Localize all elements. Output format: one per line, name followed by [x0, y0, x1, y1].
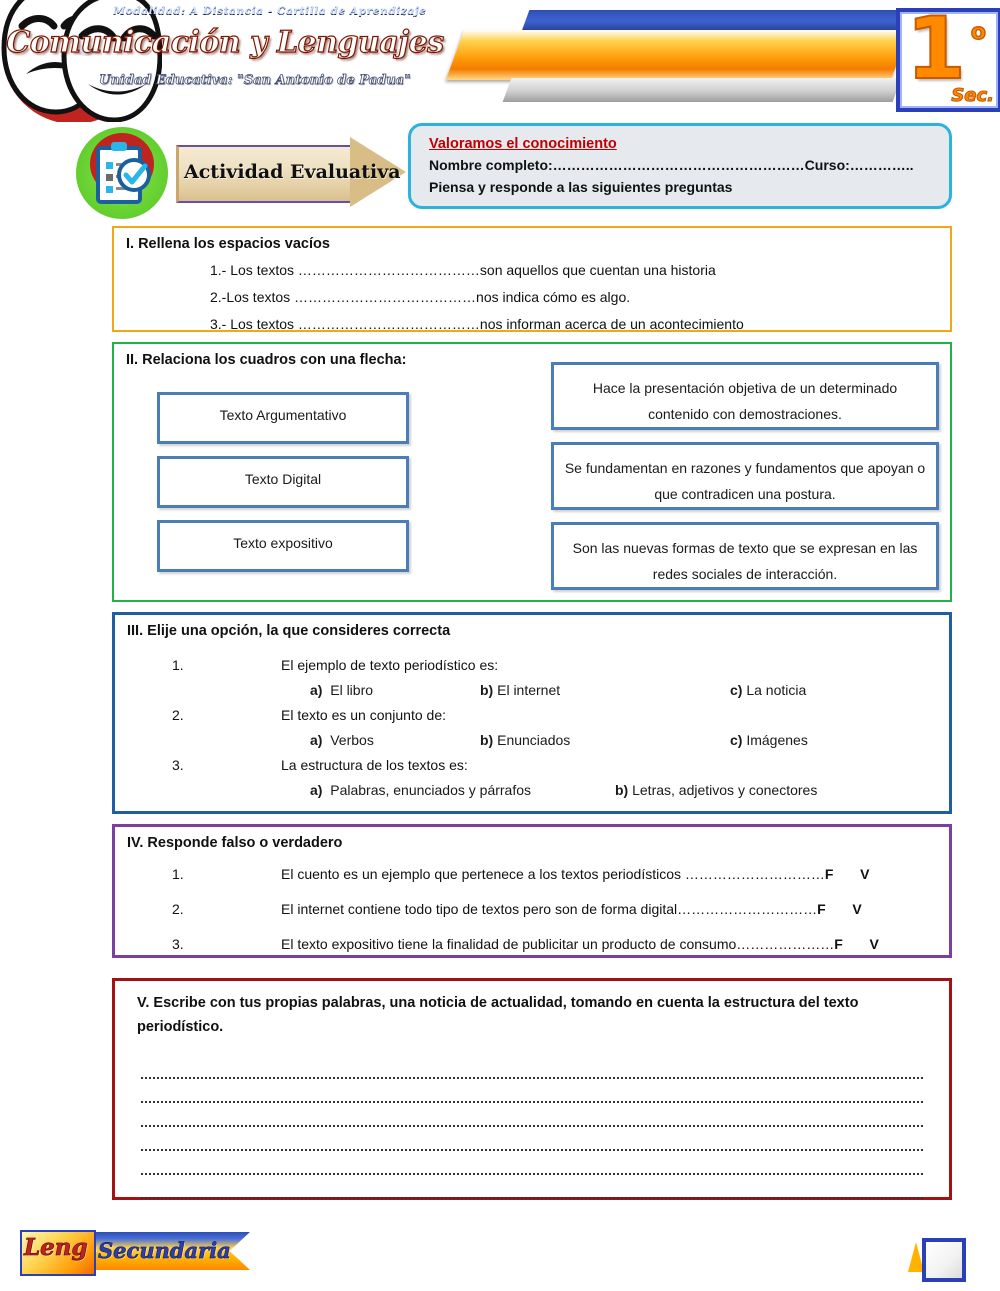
writing-line[interactable]: [141, 1079, 923, 1103]
section-4-heading: IV. Responde falso o verdadero: [127, 835, 343, 851]
grade-number: 1: [906, 0, 966, 99]
option-row: [115, 728, 949, 753]
theater-masks-icon: [0, 0, 162, 122]
square-glyph: [922, 1238, 966, 1282]
question-row: [115, 753, 949, 778]
option-label: Palabras, enunciados y párrafos: [330, 782, 532, 798]
false-option[interactable]: F: [824, 866, 834, 882]
option-label: La noticia: [746, 682, 807, 698]
writing-line[interactable]: [141, 1103, 923, 1127]
option-label: Enunciados: [497, 732, 571, 748]
school-name: Unidad Educativa: "San Antonio de Padua": [99, 73, 411, 88]
question-number: 2.: [172, 707, 184, 723]
statement-text: El cuento es un ejemplo que pertenece a los textos periodísticos …………………………: [281, 866, 825, 882]
question-number: 1.: [172, 657, 184, 673]
option-a[interactable]: [310, 728, 374, 753]
option-letter: a): [310, 782, 323, 798]
writing-line[interactable]: [141, 1055, 923, 1079]
footer-ribbon-label: Secundaria: [98, 1238, 231, 1263]
subject-header-banner: [455, 8, 900, 108]
option-a[interactable]: [310, 778, 531, 803]
option-label: Letras, adjetivos y conectores: [632, 782, 818, 798]
false-option[interactable]: F: [834, 936, 843, 952]
item-number: 1.: [172, 866, 184, 882]
activity-banner-label: Actividad Evaluativa: [184, 161, 401, 183]
fill-blank-item[interactable]: 1.- Los textos …………………………………son aquellos que cuentan una historia: [210, 262, 716, 278]
option-letter: b): [615, 782, 629, 798]
option-letter: b): [480, 682, 494, 698]
instruction-text: Piensa y responde a las siguientes preguntas: [429, 179, 733, 195]
name-course-field[interactable]: Nombre completo:………………………………………………Curso:…………..: [429, 157, 914, 173]
match-definition-box[interactable]: Se fundamentan en razones y fundamentos que apoyan o que contradicen una postura.: [551, 442, 939, 510]
option-row: [115, 678, 949, 703]
footer-logo: [14, 1228, 274, 1276]
option-row: [115, 778, 949, 803]
pencil-square-icon: [906, 1236, 966, 1282]
grade-level-label: Sec.: [951, 85, 994, 106]
matching-right-column: [551, 362, 939, 602]
school-ribbon: [503, 78, 902, 102]
true-false-row: [115, 892, 949, 927]
item-number: 3.: [172, 936, 184, 952]
option-letter: a): [310, 732, 323, 748]
section-true-false: [112, 824, 952, 958]
option-letter: b): [480, 732, 494, 748]
modality-text: Modalidad: A Distancia - Cartilla de Aprendizaje: [113, 5, 427, 17]
section-writing: [112, 978, 952, 1200]
false-option[interactable]: F: [817, 901, 826, 917]
subject-title: Comunicación y Lenguajes: [6, 25, 444, 60]
statement-text: El internet contiene todo tipo de textos pero son de forma digital…………………………: [281, 901, 818, 917]
question-row: [115, 653, 949, 678]
matching-left-column: [157, 392, 409, 584]
match-term-box[interactable]: Texto Digital: [157, 456, 409, 508]
question-text: El ejemplo de texto periodístico es:: [281, 657, 499, 673]
fill-blank-item[interactable]: 3.- Los textos …………………………………nos informan acerca de un acontecimiento: [210, 316, 744, 332]
option-letter: a): [310, 682, 323, 698]
true-option[interactable]: V: [869, 936, 879, 952]
option-label: Verbos: [330, 732, 374, 748]
writing-line[interactable]: [141, 1151, 923, 1175]
writing-line[interactable]: [141, 1127, 923, 1151]
clipboard-glyph: [94, 142, 152, 211]
writing-line[interactable]: [141, 1175, 923, 1199]
section-fill-blanks: [112, 226, 952, 332]
writing-lines[interactable]: [115, 1039, 949, 1199]
option-a[interactable]: [310, 678, 373, 703]
clipboard-check-icon: [76, 127, 168, 219]
match-term-box[interactable]: Texto expositivo: [157, 520, 409, 572]
footer-logo-word: Leng: [24, 1234, 88, 1261]
grade-badge: [896, 0, 1000, 112]
section-1-heading: I. Rellena los espacios vacíos: [126, 236, 330, 252]
section-5-heading: V. Escribe con tus propias palabras, una noticia de actualidad, tomando en cuenta la estructura del texto periodístico.: [137, 995, 859, 1035]
option-label: Imágenes: [746, 732, 808, 748]
option-letter: c): [730, 732, 743, 748]
true-option[interactable]: V: [852, 901, 862, 917]
section-3-heading: III. Elije una opción, la que consideres correcta: [127, 623, 451, 639]
question-row: [115, 703, 949, 728]
grade-degree-symbol: o: [970, 20, 986, 45]
option-b[interactable]: [615, 778, 817, 803]
true-false-row: [115, 927, 949, 962]
option-label: El libro: [330, 682, 374, 698]
title-ribbon: [446, 30, 909, 80]
statement-text: El texto expositivo tiene la finalidad de publicitar un producto de consumo…………………: [281, 936, 835, 952]
match-term-box[interactable]: Texto Argumentativo: [157, 392, 409, 444]
question-text: La estructura de los textos es:: [281, 757, 468, 773]
fill-blank-item[interactable]: 2.-Los textos …………………………………nos indica cómo es algo.: [210, 289, 631, 305]
section-matching: [112, 342, 952, 602]
item-number: 2.: [172, 901, 184, 917]
option-b[interactable]: [480, 678, 560, 703]
match-definition-box[interactable]: Son las nuevas formas de texto que se expresan en las redes sociales de interacción.: [551, 522, 939, 590]
activity-banner: [176, 137, 406, 207]
section-multiple-choice: [112, 612, 952, 814]
student-info-box: [408, 123, 952, 209]
section-2-heading: II. Relaciona los cuadros con una flecha:: [126, 352, 407, 368]
option-letter: c): [730, 682, 743, 698]
true-false-row: [115, 857, 949, 892]
question-text: El texto es un conjunto de:: [281, 707, 446, 723]
question-number: 3.: [172, 757, 184, 773]
info-box-title: Valoramos el conocimiento: [429, 136, 617, 152]
match-definition-box[interactable]: Hace la presentación objetiva de un determinado contenido con demostraciones.: [551, 362, 939, 430]
true-option[interactable]: V: [860, 866, 870, 882]
option-c[interactable]: [730, 678, 806, 703]
option-label: El internet: [497, 682, 561, 698]
option-c[interactable]: [730, 728, 808, 753]
option-b[interactable]: [480, 728, 570, 753]
